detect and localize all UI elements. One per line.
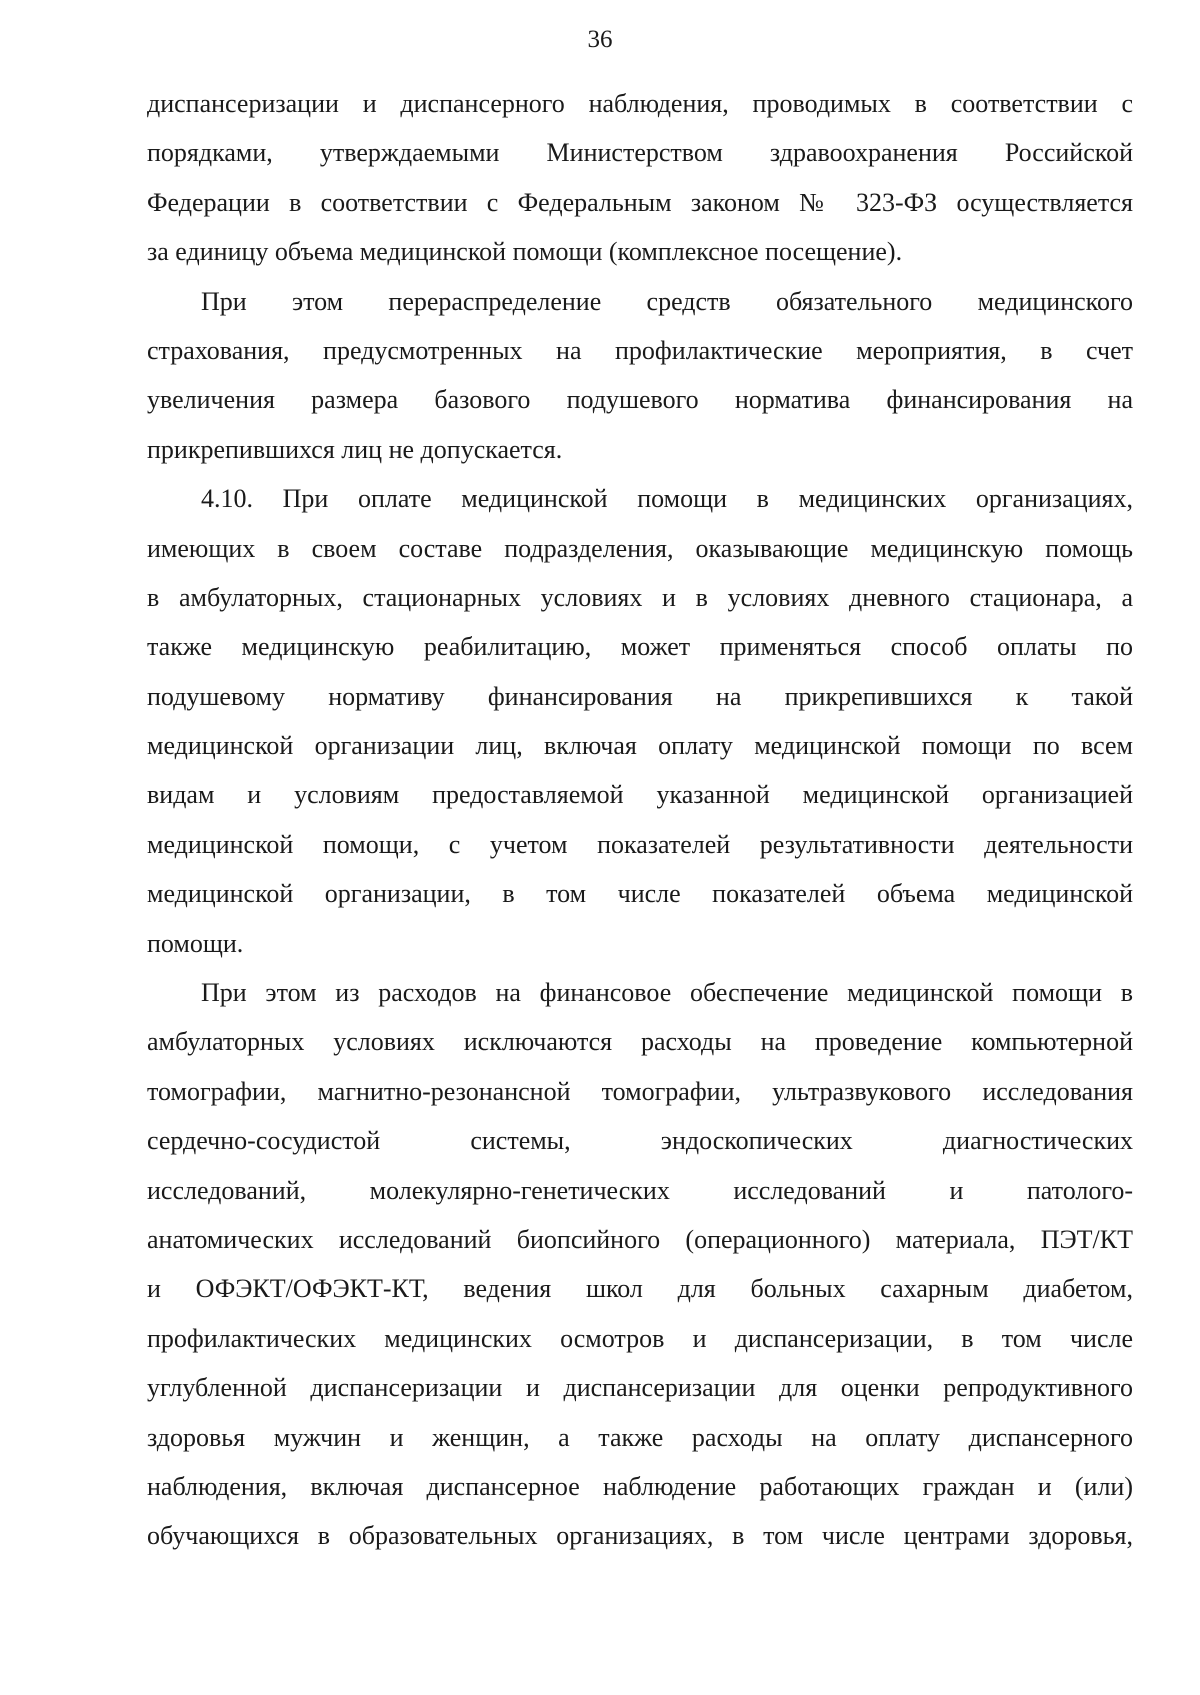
text-line: медицинской помощи, с учетом показателей результативности деятельности: [147, 829, 1133, 859]
text-line: сердечно-сосудистой системы, эндоскопических диагностических: [147, 1126, 1133, 1156]
paragraph-2: [147, 277, 1133, 475]
text-line: порядками, утверждаемыми Министерством здравоохранения Российской: [147, 138, 1133, 168]
paragraph-4: [147, 968, 1133, 1561]
text-line: исследований, молекулярно-генетических исследований и патолого-: [147, 1175, 1133, 1205]
paragraph-1: [147, 79, 1133, 277]
text-line: При этом из расходов на финансовое обеспечение медицинской помощи в: [201, 978, 1133, 1008]
text-line: углубленной диспансеризации и диспансеризации для оценки репродуктивного: [147, 1373, 1133, 1403]
text-line: диспансеризации и диспансерного наблюдения, проводимых в соответствии с: [147, 89, 1133, 118]
text-line: Федерации в соответствии с Федеральным законом № 323-ФЗ осуществляется: [147, 187, 1133, 217]
text-line: анатомических исследований биопсийного (операционного) материала, ПЭТ/КТ: [147, 1224, 1133, 1254]
page-number: 36: [587, 26, 613, 53]
text-line: имеющих в своем составе подразделения, оказывающие медицинскую помощь: [147, 533, 1133, 563]
text-line: увеличения размера базового подушевого норматива финансирования на: [147, 385, 1133, 415]
text-line: также медицинскую реабилитацию, может применяться способ оплаты по: [147, 632, 1133, 662]
text-line: томографии, магнитно-резонансной томографии, ультразвукового исследования: [147, 1076, 1133, 1106]
text-line: видам и условиям предоставляемой указанной медицинской организацией: [147, 780, 1133, 810]
text-line: за единицу объема медицинской помощи (комплексное посещение).: [147, 237, 903, 267]
text-line: амбулаторных условиях исключаются расходы на проведение компьютерной: [147, 1027, 1133, 1057]
text-line: страхования, предусмотренных на профилактические мероприятия, в счет: [147, 335, 1133, 365]
body-text: [147, 79, 1133, 1561]
text-line: в амбулаторных, стационарных условиях и в условиях дневного стационара, а: [147, 582, 1133, 612]
text-line: и ОФЭКТ/ОФЭКТ-КТ, ведения школ для больных сахарным диабетом,: [147, 1274, 1133, 1304]
text-line: профилактических медицинских осмотров и диспансеризации, в том числе: [147, 1323, 1133, 1353]
text-line: При этом перераспределение средств обязательного медицинского: [201, 286, 1133, 316]
text-line: наблюдения, включая диспансерное наблюдение работающих граждан и (или): [147, 1471, 1133, 1501]
paragraph-3: [147, 474, 1133, 968]
text-line: здоровья мужчин и женщин, а также расходы на оплату диспансерного: [147, 1422, 1133, 1452]
text-line: 4.10. При оплате медицинской помощи в медицинских организациях,: [201, 484, 1133, 514]
text-line: помощи.: [147, 928, 244, 958]
text-line: обучающихся в образовательных организациях, в том числе центрами здоровья,: [147, 1521, 1133, 1551]
text-line: подушевому нормативу финансирования на прикрепившихся к такой: [147, 681, 1133, 711]
text-line: медицинской организации, в том числе показателей объема медицинской: [147, 879, 1133, 909]
text-line: прикрепившихся лиц не допускается.: [147, 434, 563, 464]
text-line: медицинской организации лиц, включая оплату медицинской помощи по всем: [147, 731, 1133, 761]
